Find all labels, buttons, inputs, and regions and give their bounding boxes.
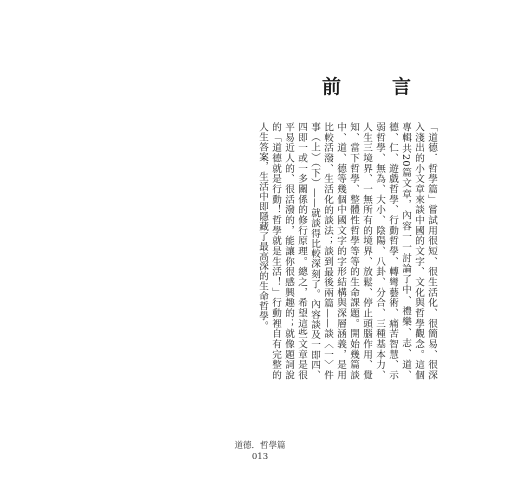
page-footer xyxy=(0,441,520,463)
running-footer-title: 道德．哲學篇 xyxy=(234,441,286,451)
preface-paragraph: 「道德．哲學篇」嘗試用很短、很生活化、很簡易、很深入淺出的小文章來談中國的文字、文化與哲學觀念。這個專輯共20篇文章，內容一一討論了中、禮樂、志、道、德、仁、遊戲哲學、行動哲學、轉彎藝術、痛苦智慧、示弱哲學、無為、大小、陰陽、八卦、分合、三種基本力、人生三境界、一無所有的境界、放鬆、停止頭腦作用、覺知、當下哲學、整體性哲學等等的生命課題。開始幾篇談中、道、德等幾個中國文字的字形結構與深層涵義，是用比較活潑、生活化的談法；談到最後兩篇——談〈一〉件事（上）（下）——就談得比較深刻了。內容談及一即四、四即一或一多關係的修行原理。總之，希望這些文章是很平易近人的、很活潑的，能讓你很感興趣的；就像題詞說的「道德就是行動！哲學就是生活！」行動裡自有完整的人生答案，生活中即隱藏了最高深的生命哲學。 xyxy=(257,122,437,380)
page-title: 前 言 xyxy=(322,76,428,98)
page-number: 013 xyxy=(251,452,269,462)
preface-body xyxy=(256,122,438,380)
